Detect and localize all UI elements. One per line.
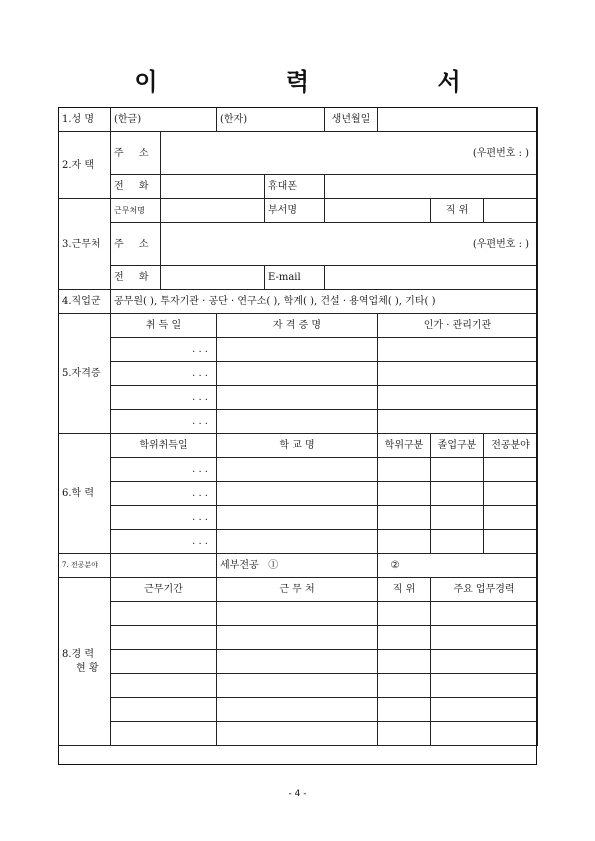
detail-major-label: 세부전공 [220, 560, 259, 571]
edu-degree-field[interactable] [378, 506, 431, 530]
cert-agency-field[interactable] [378, 410, 538, 434]
name-row [59, 108, 538, 132]
office-name-label: 근무처명 [111, 199, 161, 223]
edu-degree-field[interactable] [378, 482, 431, 506]
work-address-row [59, 223, 538, 266]
edu-major-field[interactable] [484, 530, 538, 554]
career-label-line2: 현 황 [76, 662, 99, 674]
resume-form [58, 107, 538, 746]
edu-school-field[interactable] [217, 530, 378, 554]
career-duties-field[interactable] [431, 722, 538, 746]
first-marker: ① [268, 560, 279, 571]
career-position-field[interactable] [378, 674, 431, 698]
cert-date-field[interactable]: . . . [111, 410, 217, 434]
career-workplace-field[interactable] [217, 650, 378, 674]
edu-school-field[interactable] [217, 506, 378, 530]
home-address-label: 주 소 [111, 132, 161, 175]
major-detail-second[interactable] [378, 554, 538, 578]
home-address-row [59, 132, 538, 175]
work-address-label: 주 소 [111, 223, 161, 266]
edu-graduation-field[interactable] [431, 506, 484, 530]
edu-degree-field[interactable] [378, 530, 431, 554]
career-workplace-field[interactable] [217, 674, 378, 698]
career-position-field[interactable] [378, 698, 431, 722]
home-phone-field[interactable] [161, 175, 265, 199]
edu-school-field[interactable] [217, 458, 378, 482]
edu-graduation-field[interactable] [431, 482, 484, 506]
career-duties-field[interactable] [431, 650, 538, 674]
home-address-field[interactable] [161, 132, 538, 175]
mobile-field[interactable] [325, 175, 538, 199]
career-period-field[interactable] [111, 626, 217, 650]
office-name-field[interactable] [161, 199, 265, 223]
cert-agency-field[interactable] [378, 362, 538, 386]
edu-major-field[interactable] [484, 458, 538, 482]
email-label: E-mail [265, 266, 325, 290]
career-position-field[interactable] [378, 650, 431, 674]
career-row [59, 650, 538, 674]
major-field[interactable] [111, 554, 217, 578]
home-phone-row [59, 175, 538, 199]
cert-row [59, 338, 538, 362]
career-row [59, 674, 538, 698]
education-label: 6.학 력 [59, 434, 111, 554]
career-label-line1: 8.경 력 [62, 648, 95, 660]
career-duties-field[interactable] [431, 698, 538, 722]
edu-row [59, 506, 538, 530]
career-period-field[interactable] [111, 698, 217, 722]
edu-header-school: 학 교 명 [217, 434, 378, 458]
career-header-position: 직 위 [378, 578, 431, 602]
cert-agency-field[interactable] [378, 338, 538, 362]
home-label: 2.자 택 [59, 132, 111, 199]
edu-header-degree: 학위구분 [378, 434, 431, 458]
cert-date-field[interactable]: . . . [111, 386, 217, 410]
name-label: 1.성 명 [59, 108, 111, 132]
edu-school-field[interactable] [217, 482, 378, 506]
career-header-period: 근무기간 [111, 578, 217, 602]
edu-major-field[interactable] [484, 482, 538, 506]
work-address-field[interactable] [161, 223, 538, 266]
career-label [59, 578, 111, 746]
career-workplace-field[interactable] [217, 698, 378, 722]
home-phone-label: 전 화 [111, 175, 161, 199]
cert-header-date: 취 득 일 [111, 314, 217, 338]
cert-row [59, 362, 538, 386]
cert-name-field[interactable] [217, 386, 378, 410]
work-postal: (우편번호 : ) [472, 238, 530, 250]
email-field[interactable] [325, 266, 538, 290]
career-position-field[interactable] [378, 626, 431, 650]
work-label: 3.근무처 [59, 199, 111, 290]
career-duties-field[interactable] [431, 602, 538, 626]
cert-label: 5.자격증 [59, 314, 111, 434]
edu-graduation-field[interactable] [431, 530, 484, 554]
career-duties-field[interactable] [431, 626, 538, 650]
name-hangul-field[interactable] [111, 108, 217, 132]
cert-row [59, 410, 538, 434]
page-number: - 4 - [288, 789, 307, 799]
cert-agency-field[interactable] [378, 386, 538, 410]
career-period-field[interactable] [111, 602, 217, 626]
cert-row [59, 386, 538, 410]
career-header-workplace: 근 무 처 [217, 578, 378, 602]
job-group-row [59, 290, 538, 314]
position-label: 직 위 [431, 199, 484, 223]
career-workplace-field[interactable] [217, 602, 378, 626]
cert-header-name: 자 격 증 명 [217, 314, 378, 338]
cert-date-field[interactable]: . . . [111, 362, 217, 386]
career-position-field[interactable] [378, 722, 431, 746]
work-phone-row [59, 266, 538, 290]
name-hanja-field[interactable] [217, 108, 325, 132]
edu-header-row [59, 434, 538, 458]
edu-degree-field[interactable] [378, 458, 431, 482]
cert-name-field[interactable] [217, 410, 378, 434]
dept-field[interactable] [325, 199, 431, 223]
major-label: 7. 전공분야 [59, 554, 111, 578]
career-row [59, 698, 538, 722]
dept-label: 부서명 [265, 199, 325, 223]
cert-header-agency: 인가 · 관리기관 [378, 314, 538, 338]
hanja-label: (한자) [220, 114, 248, 125]
edu-date-field[interactable]: . . . [111, 458, 217, 482]
job-group-label: 4.직업군 [59, 290, 111, 314]
career-position-field[interactable] [378, 602, 431, 626]
major-detail-first[interactable] [217, 554, 378, 578]
career-workplace-field[interactable] [217, 722, 378, 746]
career-row [59, 722, 538, 746]
home-postal: (우편번호 : ) [472, 147, 530, 159]
cert-name-field[interactable] [217, 338, 378, 362]
career-row [59, 602, 538, 626]
edu-date-field[interactable]: . . . [111, 506, 217, 530]
cert-header-row [59, 314, 538, 338]
career-workplace-field[interactable] [217, 626, 378, 650]
edu-header-graduation: 졸업구분 [431, 434, 484, 458]
edu-date-field[interactable]: . . . [111, 482, 217, 506]
job-group-options[interactable]: 공무원( ), 투자기관 · 공단 · 연구소( ), 학계( ), 건설 · 용역업체( ), 기타( ) [111, 290, 538, 314]
edu-date-field[interactable]: . . . [111, 530, 217, 554]
edu-major-field[interactable] [484, 506, 538, 530]
career-duties-field[interactable] [431, 674, 538, 698]
hangul-label: (한글) [114, 114, 142, 125]
career-period-field[interactable] [111, 650, 217, 674]
edu-row [59, 530, 538, 554]
work-office-row [59, 199, 538, 223]
cert-name-field[interactable] [217, 362, 378, 386]
edu-header-date: 학위취득일 [111, 434, 217, 458]
position-field[interactable] [484, 199, 538, 223]
career-header-duties: 주요 업무경력 [431, 578, 538, 602]
mobile-label: 휴대폰 [265, 175, 325, 199]
edu-header-major: 전공분야 [484, 434, 538, 458]
major-row [59, 554, 538, 578]
edu-row [59, 482, 538, 506]
birth-label: 생년월일 [325, 108, 378, 132]
edu-graduation-field[interactable] [431, 458, 484, 482]
career-period-field[interactable] [111, 674, 217, 698]
birth-field[interactable] [378, 108, 538, 132]
work-phone-label: 전 화 [111, 266, 161, 290]
work-phone-field[interactable] [161, 266, 265, 290]
page-title: 이 력 서 [134, 68, 521, 96]
career-row [59, 626, 538, 650]
career-header-row [59, 578, 538, 602]
cert-date-field[interactable]: . . . [111, 338, 217, 362]
career-period-field[interactable] [111, 722, 217, 746]
edu-row [59, 458, 538, 482]
second-marker: ② [390, 560, 400, 571]
